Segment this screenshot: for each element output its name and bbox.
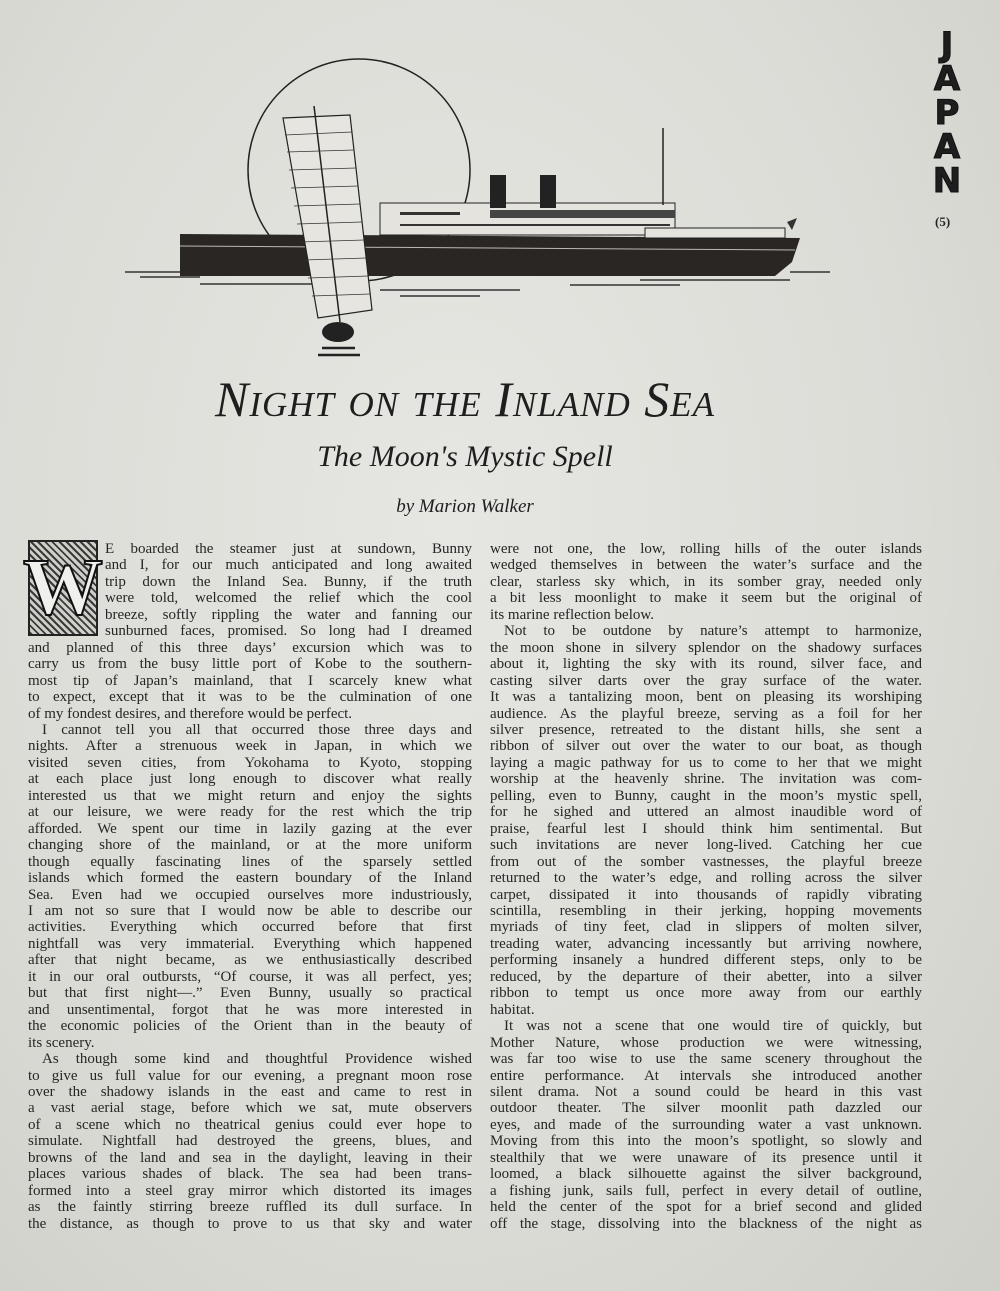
text-line: about it, lighting the sky with its round, silver face, and <box>490 656 922 673</box>
text-line: worship at the heavenly shrine. The invitation was com- <box>490 771 922 788</box>
ship-and-moon-illustration <box>110 40 830 360</box>
text-line: It was a tantalizing moon, bent on pleasing its worshiping <box>490 689 922 706</box>
text-line: formed into a steel gray mirror which distorted its images <box>28 1182 472 1199</box>
paragraph <box>28 722 472 1051</box>
text-line: simulate. Nightfall had destroyed the greens, blues, and <box>28 1133 472 1150</box>
article-subtitle: The Moon's Mystic Spell <box>317 440 613 473</box>
text-line: ribbon of silver out over the water to our boat, as though <box>490 738 922 755</box>
right-column <box>490 541 922 1232</box>
article-byline: by Marion Walker <box>396 496 534 517</box>
paragraph <box>490 623 922 1018</box>
text-line: and unsentimental, forgot that he was more interested in <box>28 1001 472 1018</box>
junk-sailboat <box>283 106 372 360</box>
text-line: were told, welcomed the relief which the cool <box>105 590 472 607</box>
text-line: places various shades of black. The sea had been trans- <box>28 1166 472 1183</box>
text-line: sunburned faces, promised. So long had I dreamed <box>105 623 472 640</box>
text-line: a bit less moonlight to make it seem but the original of <box>490 590 922 607</box>
text-line: pelling, even to Bunny, caught in the moon’s mystic spell, <box>490 787 922 804</box>
text-line: E boarded the steamer just at sundown, Bunny <box>105 541 472 557</box>
text-line: ribbon to tempt us once more away from our earthly <box>490 985 922 1002</box>
text-line: scintilla, resembling in their jerking, hopping movements <box>490 902 922 919</box>
text-line: carpet, dissipated it into thousands of rapidly vibrating <box>490 886 922 903</box>
left-column <box>28 541 472 1232</box>
text-line: its scenery. <box>28 1034 95 1051</box>
text-line: after that night became, as we enthusiastically described <box>28 952 472 969</box>
text-line: I am not so sure that I would now be able to describe our <box>28 902 472 919</box>
text-line: myriads of tiny feet, clad in slippers of molten silver, <box>490 919 922 936</box>
text-line: audience. As the playful breeze, serving as a foil for her <box>490 705 922 722</box>
text-line: but that first night—.” Even Bunny, usually so practical <box>28 985 472 1002</box>
text-line: though equally fascinating lines of the sparsely settled <box>28 853 472 870</box>
text-line: casting silver darts over the gray surface of the water. <box>490 672 922 689</box>
text-line: Not to be outdone by nature’s attempt to harmonize, <box>504 623 922 640</box>
text-line: as the faintly stirring breeze ruffled its dull surface. In <box>28 1199 472 1216</box>
text-line: the distance, as though to prove to us that sky and water <box>28 1215 472 1232</box>
text-line: its marine reflection below. <box>490 606 654 623</box>
side-letter: A <box>933 127 961 167</box>
text-line: changing shore of the mainland, or at the more uniform <box>28 837 472 854</box>
text-line: the moon shone in silvery splendor on the shadowy surfaces <box>490 639 922 656</box>
page-number: (5) <box>935 214 951 229</box>
text-line: treading water, advancing incessantly but arriving nowhere, <box>490 935 922 952</box>
text-line: habitat. <box>490 1001 535 1018</box>
text-line: was far too wise to use the same scenery throughout the <box>490 1051 922 1068</box>
paragraph <box>490 541 922 623</box>
text-line: nightfall was very immaterial. Everything which happened <box>28 935 472 952</box>
side-letter: J <box>940 25 954 65</box>
text-line: entire performance. At intervals she introduced another <box>490 1067 922 1084</box>
text-line: at each place just long enough to discover what really <box>28 771 472 788</box>
text-line: I cannot tell you all that occurred those three days and <box>42 721 472 738</box>
text-line: afforded. We spent our time in lazily gazing at the ever <box>28 820 472 837</box>
text-line: Sea. Even had we occupied ourselves more industriously, <box>28 886 472 903</box>
text-line: clear, starless sky which, in its somber gray, needed only <box>490 573 922 590</box>
text-line: silver presence, retreated to the distant hills, she sent a <box>490 721 922 738</box>
text-line: to expect, except that it was to be the culmination of one <box>28 689 472 706</box>
side-letter: N <box>932 161 962 201</box>
text-line: and I, for our much anticipated and long awaited <box>105 557 472 574</box>
text-line: Moving from this into the moon’s spotlight, so slowly and <box>490 1133 922 1150</box>
side-letter: A <box>933 59 961 99</box>
drop-cap-letter: W <box>23 544 103 632</box>
text-line: at our leisure, we were ready for the rest which the trip <box>28 804 472 821</box>
text-line: held the center of the spot for a brief second and glided <box>490 1199 922 1216</box>
article-title: Night on the Inland Sea <box>215 371 715 427</box>
text-line: As though some kind and thoughtful Providence wished <box>42 1051 472 1068</box>
text-line: a fishing junk, sails full, perfect in every detail of outline, <box>490 1182 922 1199</box>
text-line: laying a magic pathway for us to come to her that we might <box>490 754 922 771</box>
paragraph <box>28 541 472 722</box>
text-line: breeze, softly rippling the water and fanning our <box>105 606 472 623</box>
text-line: returned to the water’s edge, and rolling across the silver <box>490 870 922 887</box>
text-line: It was not a scene that one would tire of quickly, but <box>504 1018 922 1035</box>
text-line: trip down the Inland Sea. Bunny, if the truth <box>105 573 472 590</box>
text-line: islands which formed the eastern boundary of the Inland <box>28 870 472 887</box>
text-line: such invitations are never long-lived. Catching her cue <box>490 837 922 854</box>
paragraph <box>28 1051 472 1232</box>
section-label-japan <box>926 25 968 201</box>
text-line: of a scene which no theatrical genius could ever hope to <box>28 1116 472 1133</box>
text-line: the economic policies of the Orient than in the beauty of <box>28 1018 472 1035</box>
text-line: reduced, by the departure of their abetter, into a silver <box>490 968 922 985</box>
text-line: over the shadowy islands in the east and came to rest in <box>28 1083 472 1100</box>
text-line: silent drama. Not a sound could be heard in this vast <box>490 1083 922 1100</box>
text-line: of my fondest desires, and therefore would be perfect. <box>28 705 353 722</box>
paragraph <box>490 1018 922 1232</box>
text-line: performing insanely a hundred different steps, only to be <box>490 952 922 969</box>
text-line: wedged themselves in between the water’s surface and the <box>490 557 922 574</box>
text-line: visited seven cities, from Yokohama to Kyoto, stopping <box>28 754 472 771</box>
text-line: and planned of this three days’ excursion which was to <box>28 639 472 656</box>
text-line: for he sighed and uttered an almost inaudible word of <box>490 804 922 821</box>
text-line: activities. Everything which occurred before that first <box>28 919 472 936</box>
text-line: Mother Nature, whose production we were witnessing, <box>490 1034 922 1051</box>
text-line: browns of the land and sea in the daylight, leaving in their <box>28 1149 472 1166</box>
text-line: loomed, a black silhouette against the silver background, <box>490 1166 922 1183</box>
side-letter: P <box>934 93 960 133</box>
text-line: carry us from the busy little port of Kobe to the southern- <box>28 656 472 673</box>
text-line: stealthily that we were unaware of its presence until it <box>490 1149 922 1166</box>
text-line: outdoor theater. The silver moonlit path dazzled our <box>490 1100 922 1117</box>
text-line: it in our oral outbursts, “Of course, it was all perfect, yes; <box>28 968 472 985</box>
text-line: interested us that we might return and enjoy the sights <box>28 787 472 804</box>
text-line: to give us full value for our evening, a pregnant moon rose <box>28 1067 472 1084</box>
text-line: praise, fearful lest I should think him sentimental. But <box>490 820 922 837</box>
text-line: a vast aerial stage, before which we sat, mute observers <box>28 1100 472 1117</box>
text-line: were not one, the low, rolling hills of the outer islands <box>490 541 922 557</box>
text-line: eyes, and made of the surrounding water a vast unknown. <box>490 1116 922 1133</box>
text-line: off the stage, dissolving into the blackness of the night as <box>490 1215 922 1232</box>
steamer-ship <box>180 128 800 276</box>
text-line: nights. After a strenuous week in Japan, in which we <box>28 738 472 755</box>
text-line: from out of the somber vastnesses, the playful breeze <box>490 853 922 870</box>
text-line: most tip of Japan’s mainland, that I scarcely knew what <box>28 672 472 689</box>
